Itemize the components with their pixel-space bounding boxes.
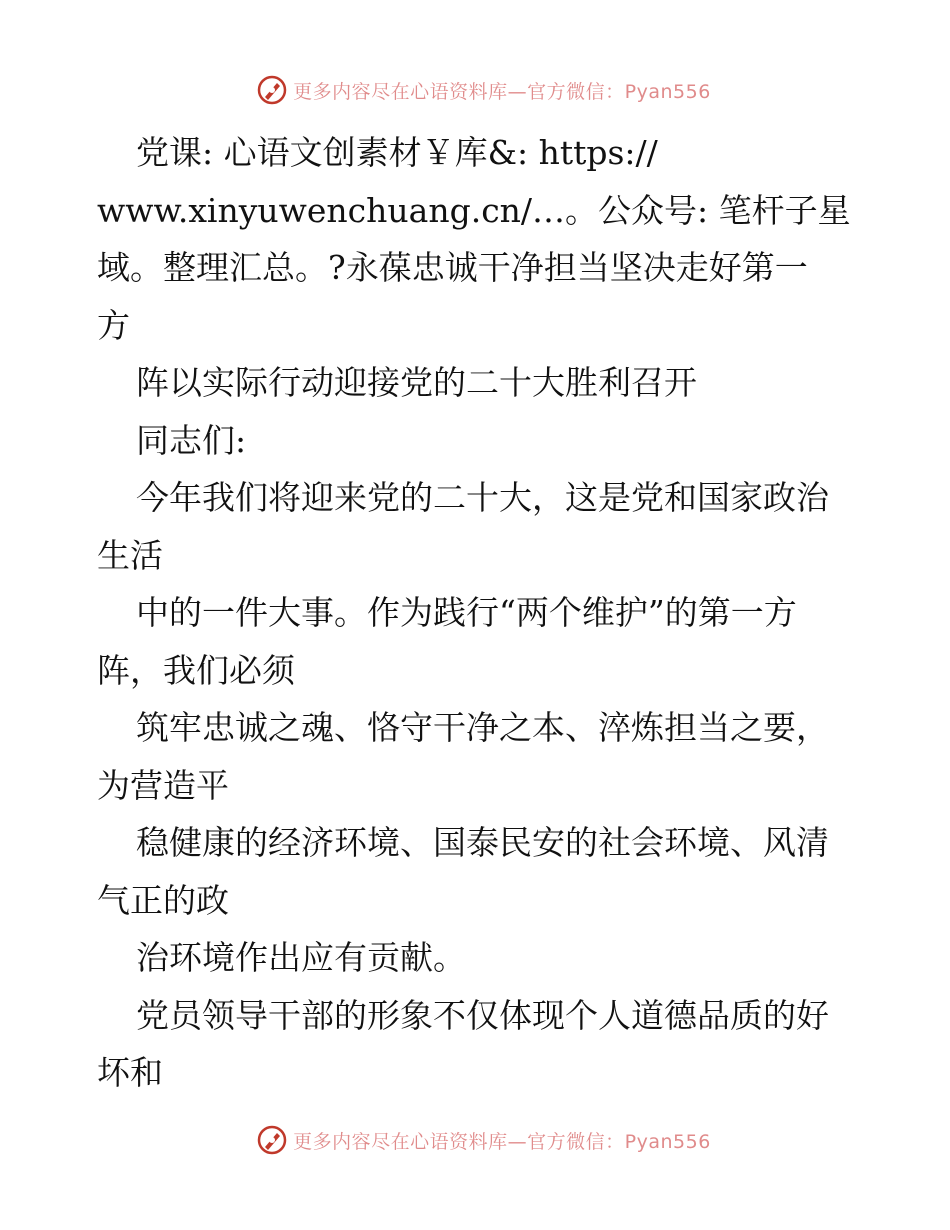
text-line: www.xinyuwenchuang.cn/…。公众号: 笔杆子星 <box>97 190 851 230</box>
text-line: 同志们: <box>136 420 247 460</box>
text-line: 党课: 心语文创素材￥库&: https:// <box>136 133 658 172</box>
text-line: 治环境作出应有贡献。 <box>136 938 466 977</box>
text-line: 党员领导干部的形象不仅体现个人道德品质的好 <box>136 995 829 1035</box>
text-line: 阵以实际行动迎接党的二十大胜利召开 <box>136 363 697 402</box>
text-line: 稳健康的经济环境、国泰民安的社会环境、风清 <box>136 823 829 862</box>
text-line: 域。整理汇总。?永葆忠诚干净担当坚决走好第一 <box>97 248 808 287</box>
text-line: 生活 <box>97 535 163 575</box>
text-line: 坏和 <box>97 1053 163 1092</box>
header-banner-text: 更多内容尽在心语资料库—官方微信：Pyan556 <box>293 80 711 103</box>
header-banner <box>0 70 950 110</box>
footer-banner-text: 更多内容尽在心语资料库—官方微信：Pyan556 <box>293 1130 711 1153</box>
text-line: 今年我们将迎来党的二十大，这是党和国家政治 <box>136 478 829 517</box>
pen-seal-logo-icon <box>257 1125 287 1155</box>
pen-seal-logo-icon <box>257 75 287 105</box>
text-line: 气正的政 <box>97 880 229 920</box>
document-body <box>97 124 867 1102</box>
text-line: 中的一件大事。作为践行“两个维护”的第一方 <box>136 593 797 632</box>
text-line: 为营造平 <box>97 765 229 805</box>
footer-banner <box>0 1120 950 1160</box>
text-line: 方 <box>97 305 130 345</box>
text-line: 筑牢忠诚之魂、恪守干净之本、淬炼担当之要， <box>136 708 829 747</box>
text-line: 阵，我们必须 <box>97 650 295 690</box>
